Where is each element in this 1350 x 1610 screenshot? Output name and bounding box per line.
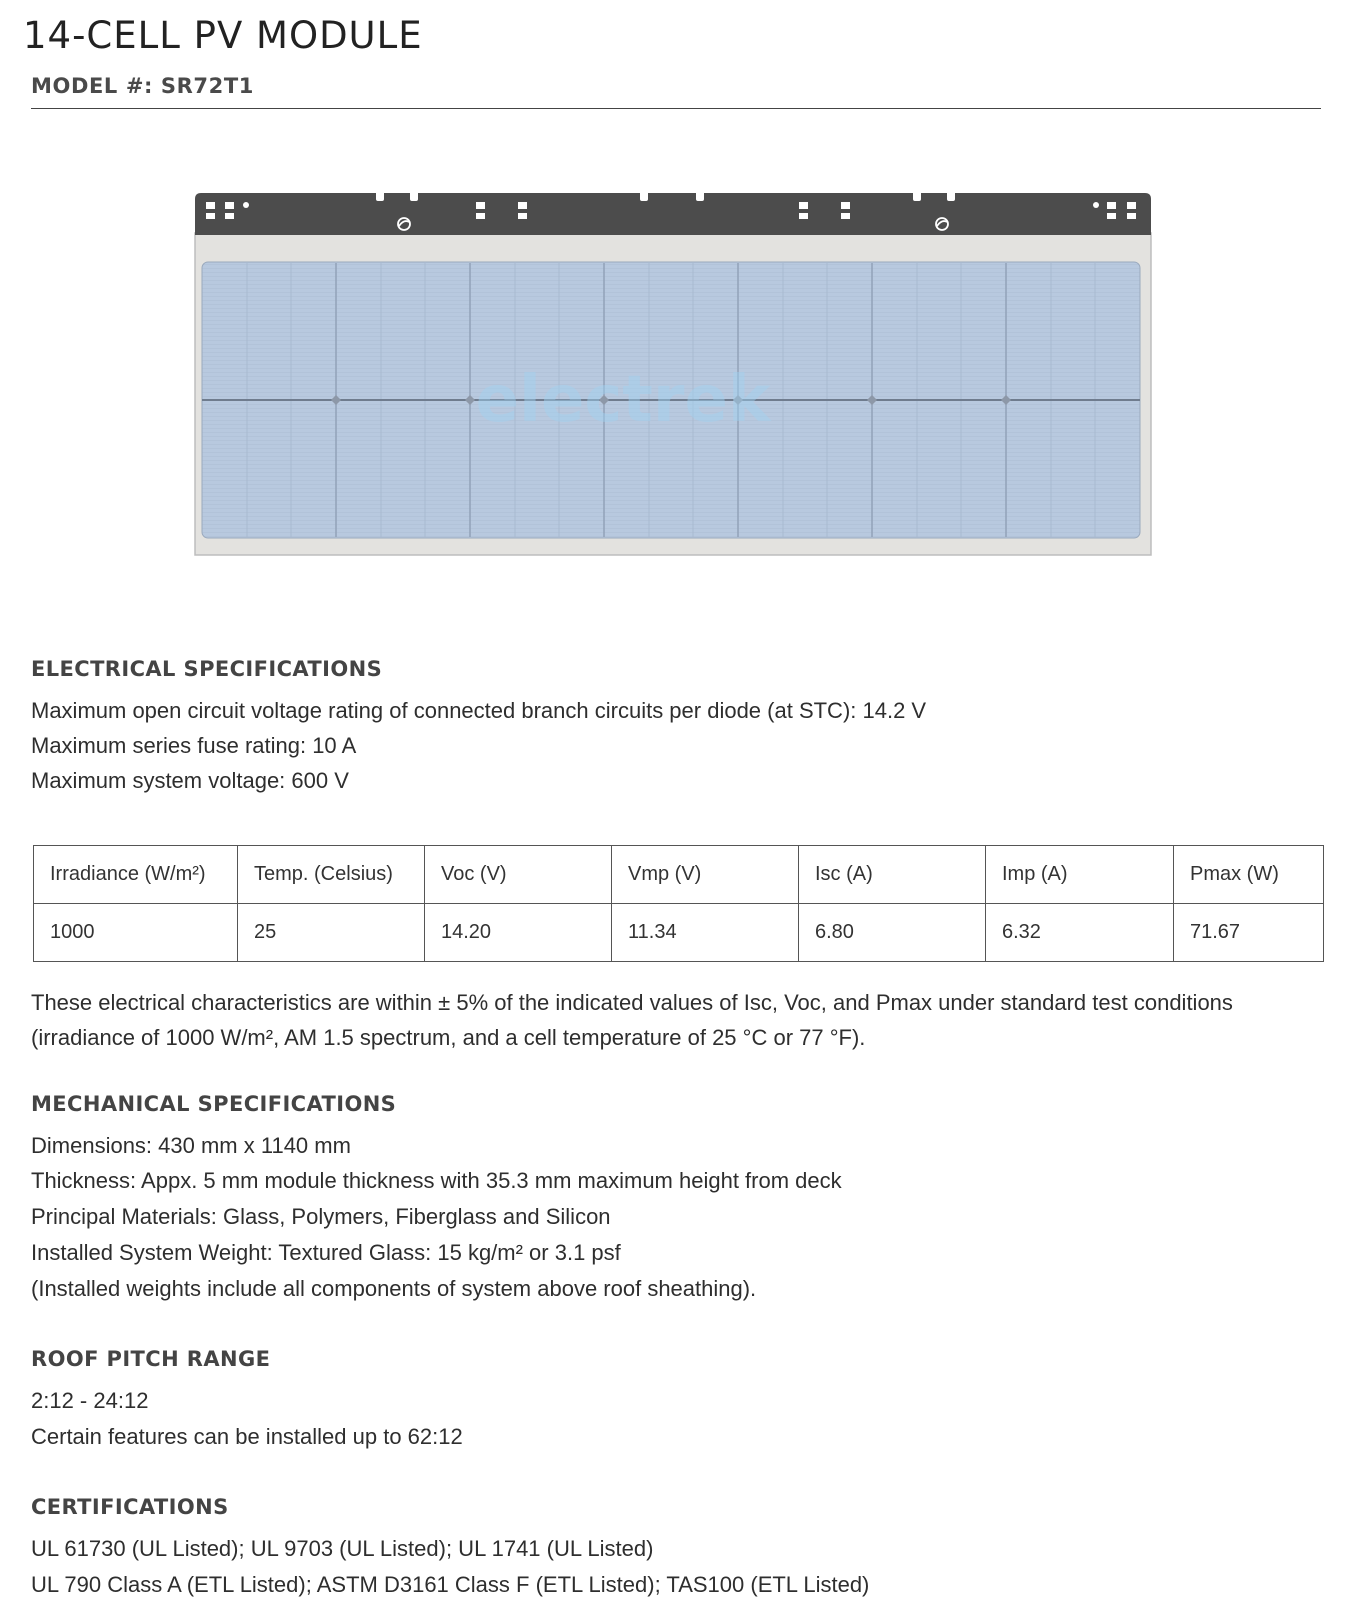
module-top-rail — [195, 193, 1151, 235]
mechanical-line: (Installed weights include all components of system above roof sheathing). — [31, 1276, 757, 1301]
certifications-heading: CERTIFICATIONS — [31, 1495, 229, 1519]
mechanical-line: Principal Materials: Glass, Polymers, Fiberglass and Silicon — [31, 1204, 611, 1229]
certification-line: UL 790 Class A (ETL Listed); ASTM D3161 Class F (ETL Listed); TAS100 (ETL Listed) — [31, 1572, 870, 1597]
model-number: MODEL #: SR72T1 — [31, 74, 254, 98]
electrical-line: Maximum system voltage: 600 V — [31, 768, 349, 793]
table-cell: 6.32 — [986, 904, 1174, 962]
table-header-cell: Temp. (Celsius) — [238, 846, 425, 904]
table-header-cell: Isc (A) — [799, 846, 986, 904]
table-header-cell: Voc (V) — [425, 846, 612, 904]
mechanical-line: Dimensions: 430 mm x 1140 mm — [31, 1133, 351, 1158]
certification-line: UL 61730 (UL Listed); UL 9703 (UL Listed); UL 1741 (UL Listed) — [31, 1536, 654, 1561]
table-header-cell: Imp (A) — [986, 846, 1174, 904]
cell-array — [202, 262, 1140, 538]
table-cell: 14.20 — [425, 904, 612, 962]
roof-pitch-line: Certain features can be installed up to 62:12 — [31, 1424, 463, 1449]
electrical-line: Maximum open circuit voltage rating of connected branch circuits per diode (at STC): 14.2 V — [31, 698, 927, 723]
table-header-cell: Pmax (W) — [1174, 846, 1324, 904]
table-cell: 6.80 — [799, 904, 986, 962]
table-header-cell: Irradiance (W/m²) — [34, 846, 238, 904]
table-cell: 71.67 — [1174, 904, 1324, 962]
mechanical-line: Installed System Weight: Textured Glass: 15 kg/m² or 3.1 psf — [31, 1240, 621, 1265]
pv-module-illustration — [193, 193, 1153, 558]
table-cell: 11.34 — [612, 904, 799, 962]
table-header-row — [34, 846, 1324, 904]
title-divider — [31, 108, 1321, 109]
roof-pitch-line: 2:12 - 24:12 — [31, 1388, 149, 1413]
electrical-note: These electrical characteristics are within ± 5% of the indicated values of Isc, Voc, and Pmax under standard test conditions (irradiance of 1000 W/m², AM 1.5 spectrum, and a cell temperature of 25 °C or 77 °F). — [31, 990, 1233, 1050]
table-cell: 1000 — [34, 904, 238, 962]
page-title: 14-CELL PV MODULE — [23, 14, 423, 57]
electrek-watermark: electrek — [475, 363, 771, 437]
electrical-table — [33, 845, 1324, 962]
mechanical-line: Thickness: Appx. 5 mm module thickness with 35.3 mm maximum height from deck — [31, 1168, 842, 1193]
mechanical-heading: MECHANICAL SPECIFICATIONS — [31, 1092, 397, 1116]
table-header-cell: Vmp (V) — [612, 846, 799, 904]
electrical-line: Maximum series fuse rating: 10 A — [31, 733, 357, 758]
table-cell: 25 — [238, 904, 425, 962]
table-row — [34, 904, 1324, 962]
electrical-heading: ELECTRICAL SPECIFICATIONS — [31, 657, 383, 681]
roof-pitch-heading: ROOF PITCH RANGE — [31, 1347, 271, 1371]
